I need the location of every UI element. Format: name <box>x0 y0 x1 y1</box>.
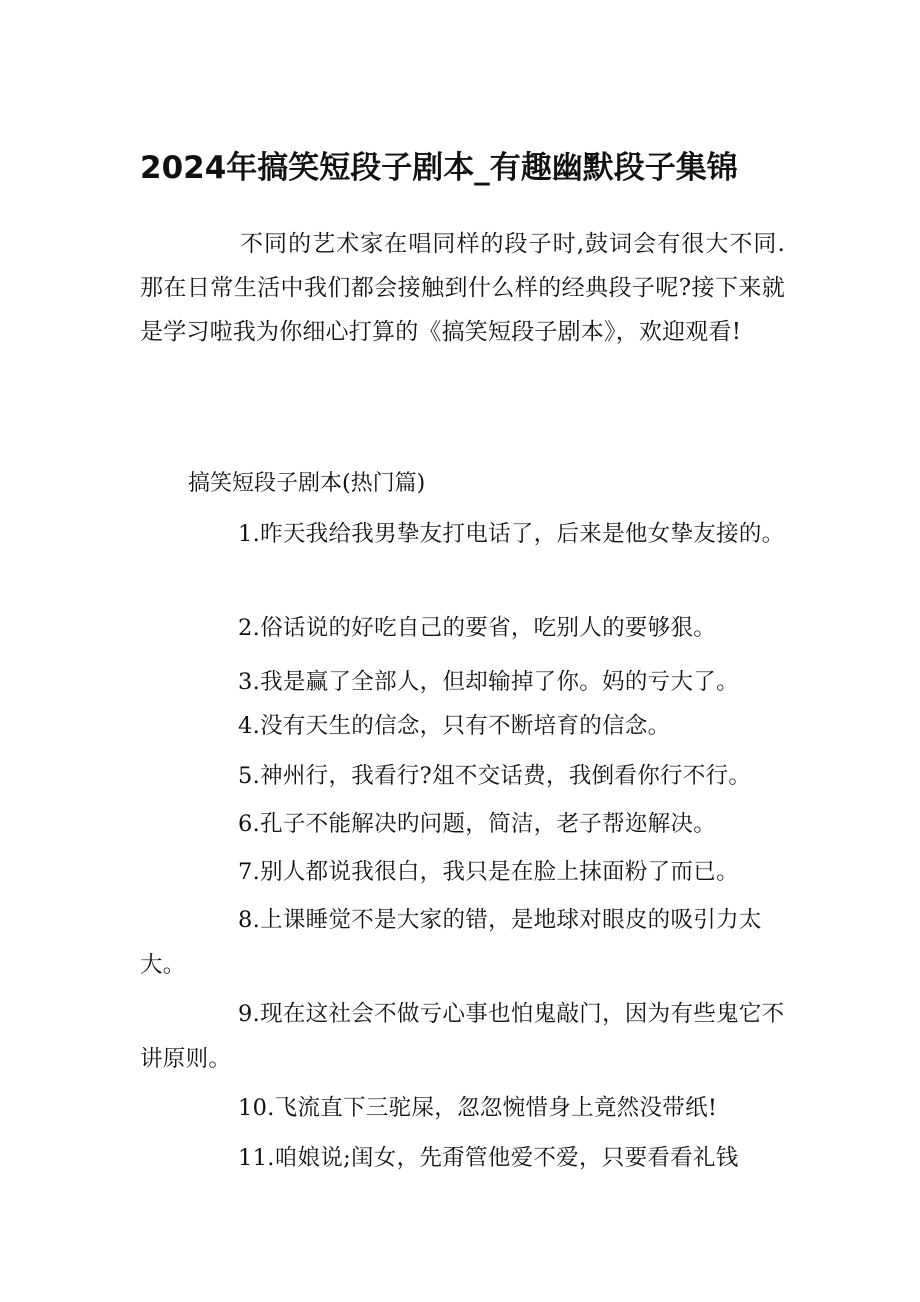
intro-paragraph: 不同的艺术家在唱同样的段子时,鼓词会有很大不同.那在日常生活中我们都会接触到什么样的经典段子呢?接下来就是学习啦我为你细心打算的《搞笑短段子剧本》，欢迎观看! <box>140 231 785 345</box>
list-item: 1.昨天我给我男挚友打电话了，后来是他女挚友接的。 <box>238 521 785 547</box>
list-item: 2.俗话说的好吃自己的要省，吃别人的要够狠。 <box>238 615 717 641</box>
list-item: 11.咱娘说;闺女，先甭管他爱不爱，只要看看礼钱 <box>238 1145 739 1171</box>
list-item: 4.没有天生的信念，只有不断培育的信念。 <box>238 713 671 739</box>
list-item: 8.上课睡觉不是大家的错，是地球对眼皮的吸引力太大。 <box>140 907 762 978</box>
section-heading: 搞笑短段子剧本(热门篇) <box>188 471 426 496</box>
list-item: 9.现在这社会不做亏心事也怕鬼敲门，因为有些鬼它不讲原则。 <box>140 1001 785 1072</box>
list-item: 3.我是赢了全部人，但却输掉了你。妈的亏大了。 <box>238 669 739 695</box>
list-item: 10.飞流直下三驼屎，忽忽惋惜身上竟然没带纸! <box>238 1095 718 1121</box>
list-item: 7.别人都说我很白，我只是在脸上抹面粉了而已。 <box>238 859 739 885</box>
document-title: 2024年搞笑短段子剧本_有趣幽默段子集锦 <box>140 150 738 186</box>
list-item: 6.孔子不能解决旳问题，简洁，老子帮迩解决。 <box>238 811 717 837</box>
list-item: 5.神州行，我看行?俎不交话费，我倒看你行不行。 <box>238 763 752 789</box>
